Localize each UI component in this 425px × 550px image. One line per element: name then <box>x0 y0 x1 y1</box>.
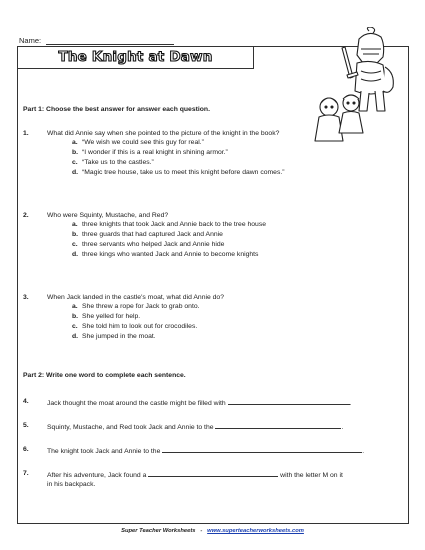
question-number: 6. <box>23 446 29 453</box>
footer-separator: - <box>200 528 203 534</box>
option-text: She told him to look out for crocodiles. <box>82 323 198 330</box>
option-letter: b. <box>72 149 79 156</box>
question-text-line2: in his backpack. <box>47 481 96 488</box>
answer-blank-5[interactable] <box>215 421 344 431</box>
sentence-end: . <box>341 424 344 431</box>
part2-instruction: Part 2: Write one word to complete each sentence. <box>23 372 186 379</box>
footer <box>0 528 425 534</box>
option-3b[interactable] <box>72 313 140 320</box>
option-1d[interactable] <box>72 169 285 176</box>
question-text: After his adventure, Jack found a <box>47 472 147 479</box>
option-3a[interactable] <box>72 303 200 310</box>
answer-blank-6[interactable] <box>162 445 365 455</box>
option-text: She yelled for help. <box>82 313 141 320</box>
question-number: 3. <box>23 294 29 301</box>
option-text: three kings who wanted Jack and Annie to become knights <box>82 251 259 258</box>
answer-blank-4[interactable] <box>228 397 350 405</box>
option-3d[interactable] <box>72 333 156 340</box>
question-text: Jack thought the moat around the castle might be filled with <box>47 400 226 407</box>
answer-blank-7[interactable] <box>148 469 278 477</box>
question-number: 1. <box>23 130 29 137</box>
question-text: What did Annie say when she pointed to the picture of the knight in the book? <box>47 130 280 137</box>
option-text: three knights that took Jack and Annie back to the tree house <box>82 221 267 228</box>
option-text: three servants who helped Jack and Annie hide <box>82 241 225 248</box>
option-2a[interactable] <box>72 221 266 228</box>
option-2c[interactable] <box>72 241 224 248</box>
option-letter: d. <box>72 251 79 258</box>
option-letter: c. <box>72 241 78 248</box>
option-letter: c. <box>72 323 78 330</box>
question-number: 4. <box>23 398 29 405</box>
option-text: “I wonder if this is a real knight in shining armor.” <box>82 149 228 156</box>
worksheet-title: The Knight at Dawn <box>58 49 213 65</box>
question-number: 5. <box>23 422 29 429</box>
title-box <box>18 47 254 69</box>
question-text: Who were Squinty, Mustache, and Red? <box>47 212 169 219</box>
question-number: 7. <box>23 470 29 477</box>
question-number: 2. <box>23 212 29 219</box>
footer-brand: Super Teacher Worksheets <box>121 528 196 534</box>
option-letter: b. <box>72 313 79 320</box>
name-input-line[interactable] <box>46 36 174 45</box>
option-1c[interactable] <box>72 159 154 166</box>
part1-instruction: Part 1: Choose the best answer for answer each question. <box>23 106 210 113</box>
question-text: The knight took Jack and Annie to the <box>47 448 161 455</box>
sentence-end: . <box>349 400 352 407</box>
question-text: Squinty, Mustache, and Red took Jack and Annie to the <box>47 424 214 431</box>
option-3c[interactable] <box>72 323 197 330</box>
option-letter: d. <box>72 169 79 176</box>
option-text: “Take us to the castles.” <box>82 159 154 166</box>
option-letter: a. <box>72 139 78 146</box>
option-text: “We wish we could see this guy for real.” <box>82 139 204 146</box>
option-letter: b. <box>72 231 79 238</box>
option-1b[interactable] <box>72 149 228 156</box>
option-1a[interactable] <box>72 139 204 146</box>
footer-url-link[interactable]: www.superteacherworksheets.com <box>207 528 304 534</box>
question-text-after: with the letter M on it <box>280 472 343 479</box>
option-letter: d. <box>72 333 79 340</box>
option-2b[interactable] <box>72 231 223 238</box>
name-field-row <box>19 36 174 45</box>
question-text: When Jack landed in the castle's moat, what did Annie do? <box>47 294 224 301</box>
name-label: Name: <box>19 36 42 45</box>
option-text: three guards that had captured Jack and Annie <box>82 231 223 238</box>
option-letter: c. <box>72 159 78 166</box>
option-text: She threw a rope for Jack to grab onto. <box>82 303 200 310</box>
option-letter: a. <box>72 221 78 228</box>
option-text: She jumped in the moat. <box>82 333 156 340</box>
sentence-end: . <box>362 448 365 455</box>
option-letter: a. <box>72 303 78 310</box>
option-text: “Magic tree house, take us to meet this knight before dawn comes.” <box>82 169 285 176</box>
worksheet-frame <box>17 46 409 524</box>
option-2d[interactable] <box>72 251 258 258</box>
